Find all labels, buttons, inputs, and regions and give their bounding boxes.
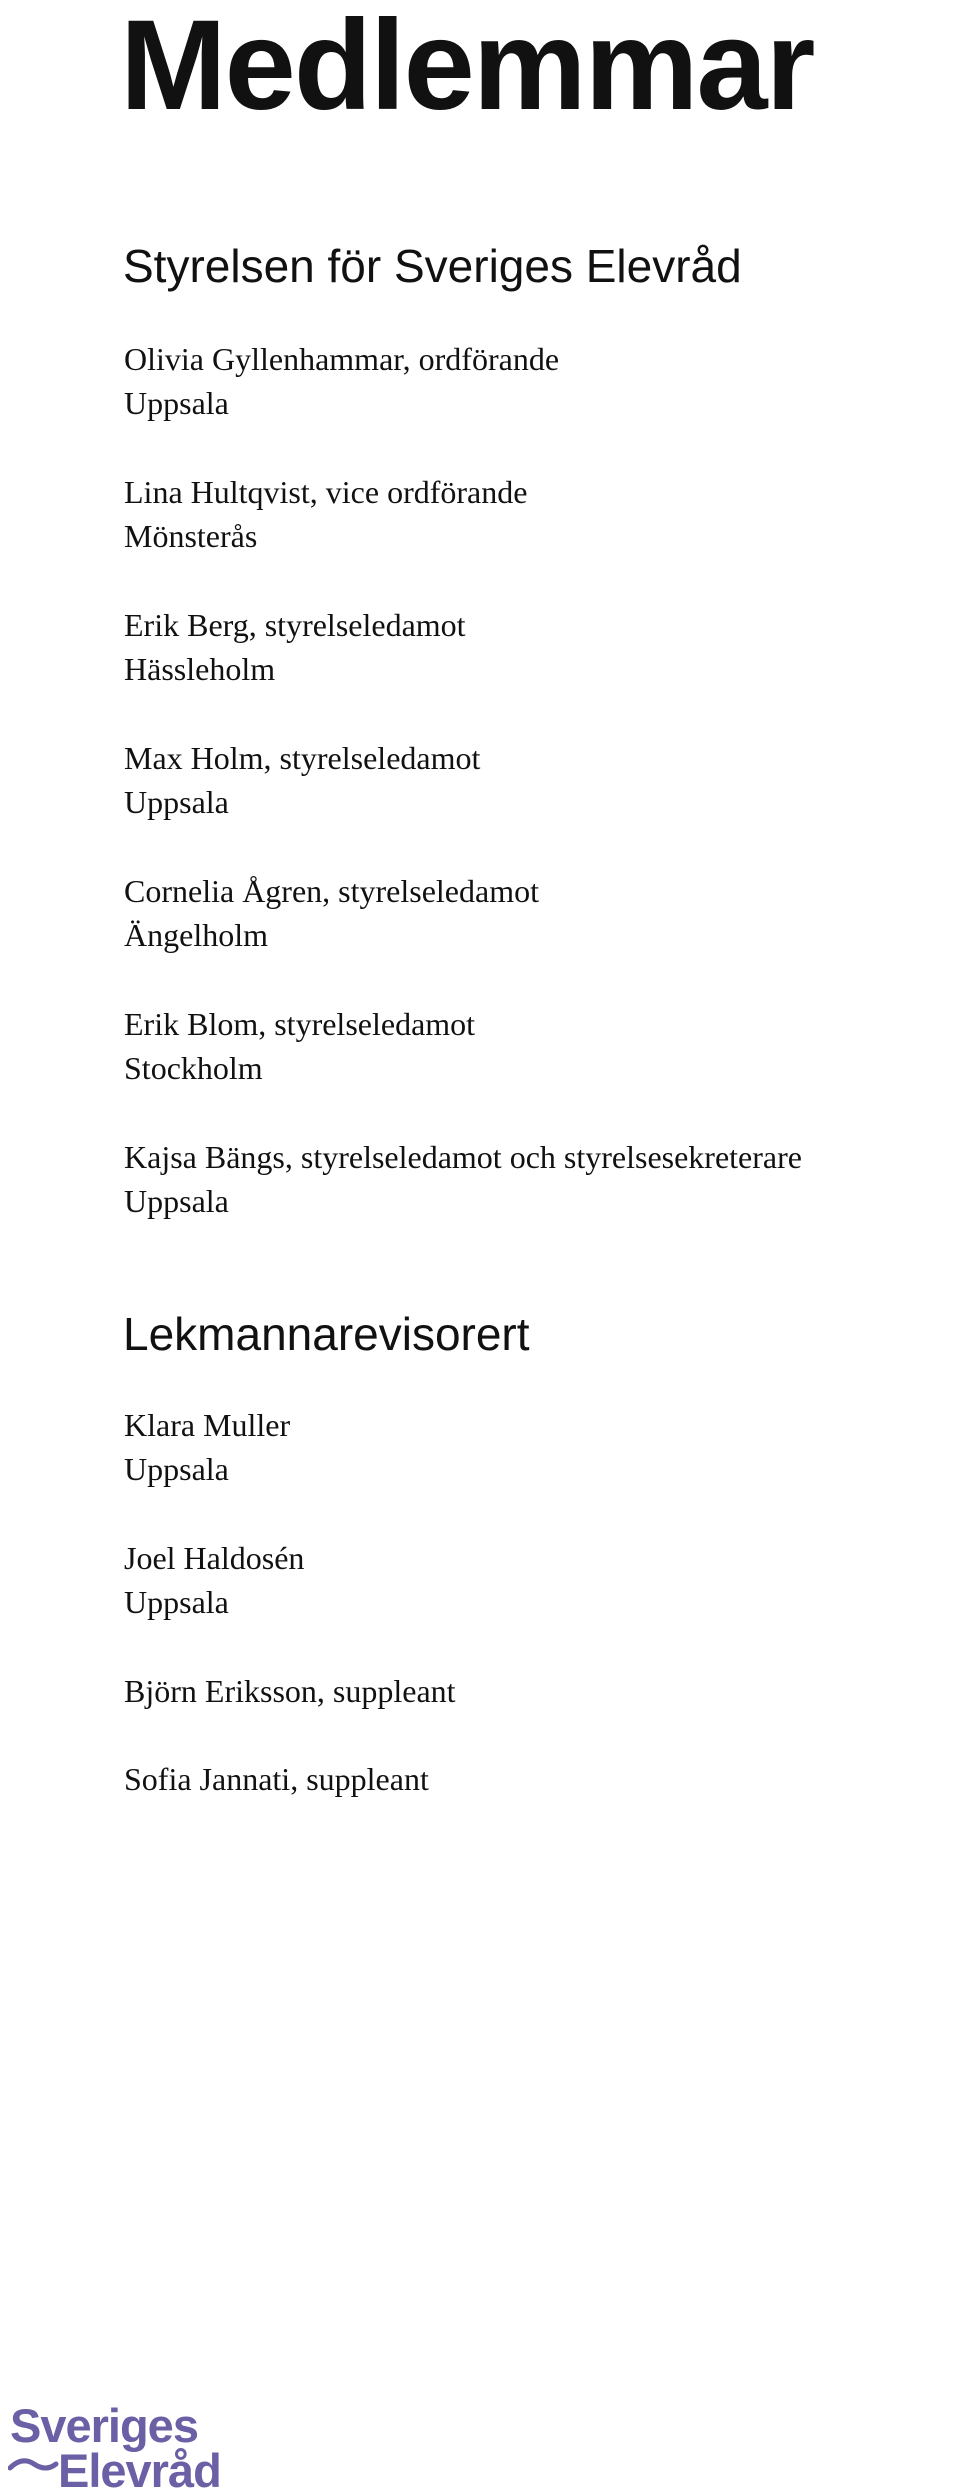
board-member	[124, 1135, 802, 1268]
member-name: Kajsa Bängs, styrelseledamot och styrelsesekreterare	[124, 1139, 802, 1175]
member-name: Joel Haldosén	[124, 1540, 305, 1576]
sveriges-elevrad-logo	[8, 2398, 258, 2492]
member-name: Erik Blom, styrelseledamot	[124, 1006, 476, 1042]
member-name: Björn Eriksson, suppleant	[124, 1673, 456, 1709]
board-member	[124, 1002, 802, 1135]
member-city: Uppsala	[124, 784, 229, 820]
member-name: Lina Hultqvist, vice ordförande	[124, 474, 528, 510]
member-city: Stockholm	[124, 1050, 263, 1086]
member-city: Uppsala	[124, 1584, 229, 1620]
member-name: Erik Berg, styrelseledamot	[124, 607, 466, 643]
board-member-list	[124, 337, 802, 1268]
member-name: Max Holm, styrelseledamot	[124, 740, 481, 776]
member-name: Olivia Gyllenhammar, ordförande	[124, 341, 560, 377]
page-title: Medlemmar	[120, 0, 814, 137]
member-city: Uppsala	[124, 385, 229, 421]
auditor	[124, 1536, 456, 1669]
board-member	[124, 736, 802, 869]
auditor	[124, 1669, 456, 1757]
board-member	[124, 337, 802, 470]
auditors-heading: Lekmannarevisorert	[123, 1308, 530, 1360]
member-city: Ängelholm	[124, 917, 268, 953]
auditor	[124, 1403, 456, 1536]
member-name: Cornelia Ågren, styrelseledamot	[124, 873, 539, 909]
logo-line-2: Elevråd	[58, 2444, 221, 2492]
auditor-list	[124, 1403, 456, 1845]
logo-line-1: Sveriges	[10, 2399, 198, 2452]
member-name: Klara Muller	[124, 1407, 291, 1443]
member-name: Sofia Jannati, suppleant	[124, 1761, 429, 1797]
board-member	[124, 470, 802, 603]
member-city: Uppsala	[124, 1451, 229, 1487]
board-heading: Styrelsen för Sveriges Elevråd	[123, 240, 742, 292]
member-city: Mönsterås	[124, 518, 258, 554]
member-city: Uppsala	[124, 1183, 229, 1219]
logo-wave-icon	[10, 2461, 56, 2468]
auditor	[124, 1757, 456, 1845]
member-city: Hässleholm	[124, 651, 276, 687]
board-member	[124, 869, 802, 1002]
board-member	[124, 603, 802, 736]
